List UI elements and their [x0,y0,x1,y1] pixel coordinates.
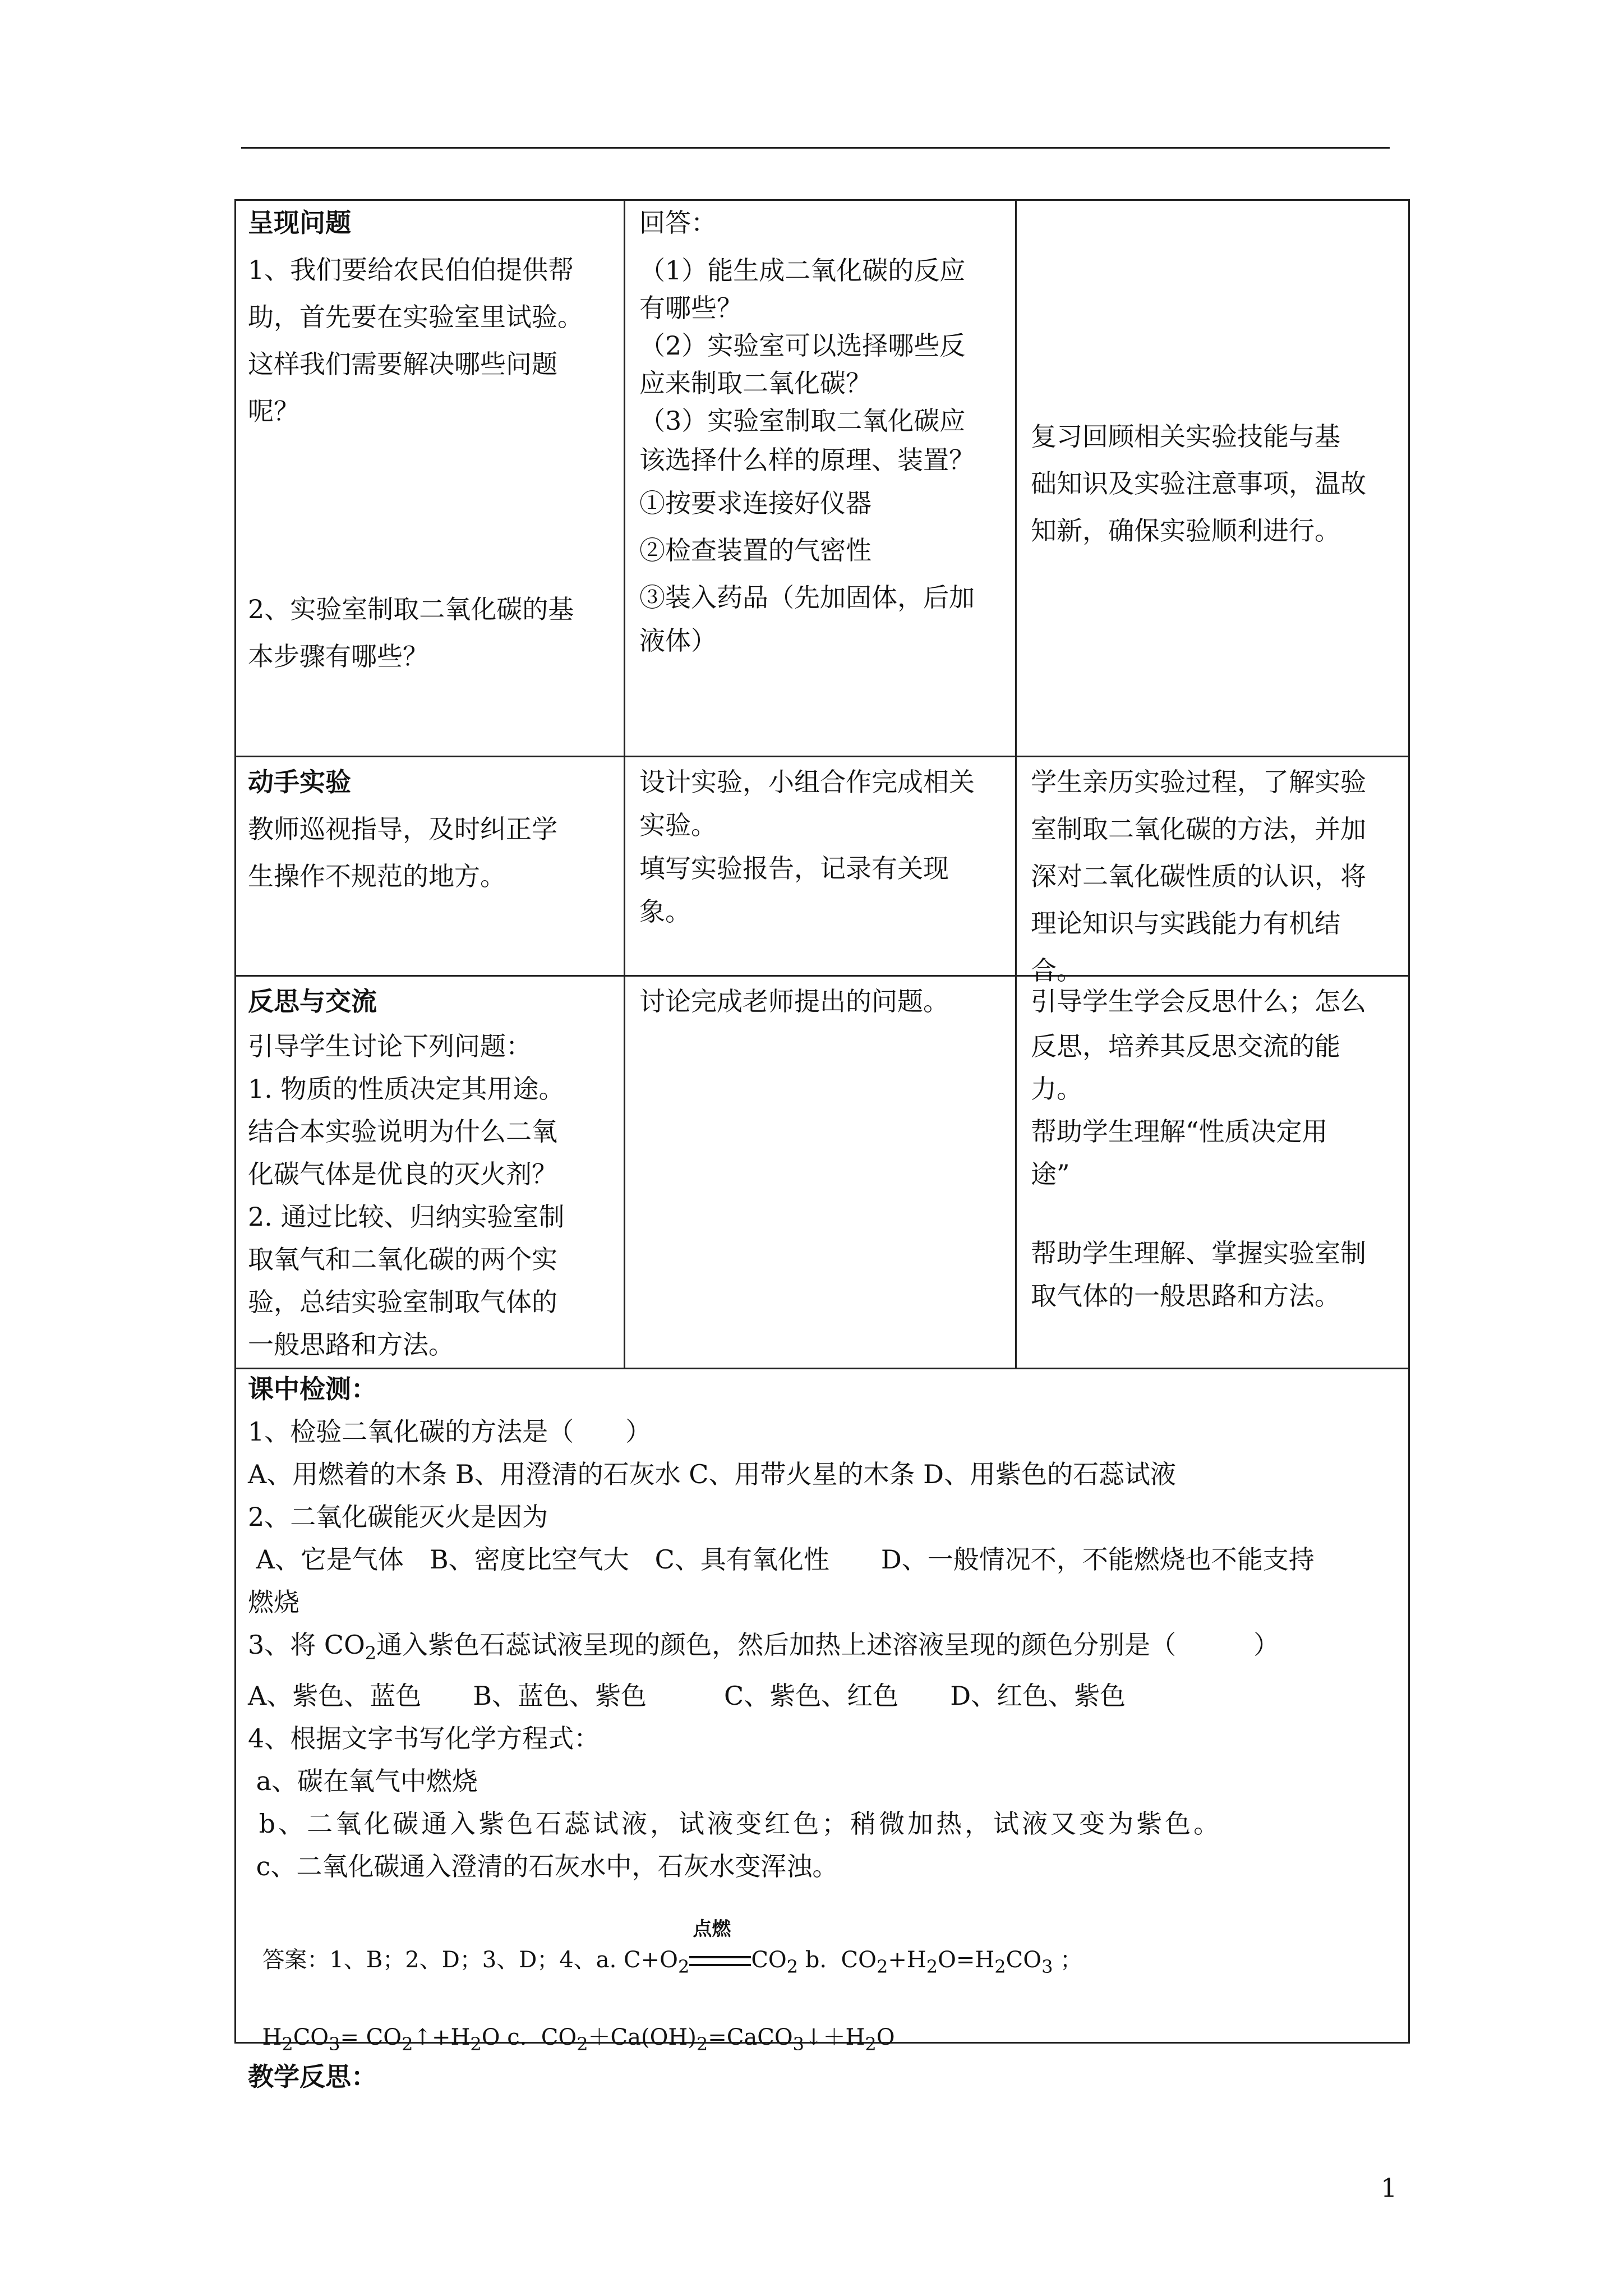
row3-col2 [639,978,1009,1025]
row1-col3 [1031,413,1401,554]
check-section [248,1368,1403,1888]
row2-col1-line: 教师巡视指导，及时纠正学 [248,814,557,844]
answer-text: = CO [340,2024,402,2050]
answer-text: ＋Ca(OH) [588,2024,697,2050]
row2-col2 [639,758,1009,931]
row1-col1-question2 [248,586,612,680]
row3-col1-line: 验，总结实验室制取气体的 [248,1287,557,1317]
question-3-options: A、紫色、蓝色 B、蓝色、紫色 C、紫色、红色 D、红色、紫色 [248,1681,1126,1711]
answer-text: CO [293,2024,329,2050]
row1-col1-line: 1、我们要给农民伯伯提供帮 [248,255,574,285]
answer-sub: 2 [994,1956,1006,1977]
question-2: 2、二氧化碳能灭火是因为 [248,1502,548,1532]
answer-text: O=H [938,1947,995,1973]
row3-col1-line: 结合本实验说明为什么二氧 [248,1116,557,1147]
answer-sub: 2 [696,2033,708,2055]
row1-heading: 呈现问题 [248,208,351,238]
question-3 [248,1623,1403,1674]
row3-col3-line: 力。 [1031,1074,1082,1104]
row3-col3-line: 引导学生学会反思什么；怎么 [1031,986,1366,1016]
answer-text: ； [1053,1947,1083,1973]
header-rule [241,147,1390,149]
row1-col2-line: 该选择什么样的原理、装置？ [639,445,975,475]
row1-col1-line: 呢？ [248,396,299,426]
row3-col3-note2 [1031,1232,1401,1317]
question-2-options: A、它是气体 B、密度比空气大 C、具有氧化性 D、一般情况不，不能燃烧也不能支持 [248,1544,1315,1575]
row1-col2-line: ②检查装置的气密性 [639,535,872,565]
answer-sub: 3 [1041,1956,1053,1977]
row1-col1-line: 助，首先要在实验室里试验。 [248,302,583,332]
answer-text: ↑+H [413,2024,471,2050]
q3-text: 通入紫色石蕊试液呈现的颜色，然后加热上述溶液呈现的颜色分别是（ ） [376,1630,1280,1660]
row3-col1-line: 一般思路和方法。 [248,1329,454,1360]
row3-col1-line: 2. 通过比较、归纳实验室制 [248,1202,565,1232]
question-1-options: A、用燃着的木条 B、用澄清的石灰水 C、用带火星的木条 D、用紫色的石蕊试液 [248,1459,1176,1489]
answer-sub: 2 [926,1956,938,1977]
answer-sub: 2 [786,1956,799,1977]
row3-col2-line: 讨论完成老师提出的问题。 [639,986,949,1016]
row3-col3 [1031,978,1401,1195]
row3-col3-line: 帮助学生理解“性质决定用 [1031,1116,1328,1147]
check-heading: 课中检测： [248,1374,377,1404]
row-divider-1 [234,756,1410,757]
row1-col3-line: 复习回顾相关实验技能与基 [1031,421,1340,452]
row2-col1-line: 生操作不规范的地方。 [248,861,506,891]
row3-col1-line: 1. 物质的性质决定其用途。 [248,1074,565,1104]
row1-col2-line: （3）实验室制取二氧化碳应 [639,406,966,436]
answer-text: b. CO [798,1947,877,1973]
row1-col2-line: （2）实验室可以选择哪些反 [639,330,966,361]
answer-sub: 2 [577,2033,588,2055]
answer-line-2 [248,1967,1403,2068]
answer-sub: 3 [792,2033,804,2055]
column-divider-1 [624,199,625,1368]
answer-sub: 2 [677,1956,690,1977]
row3-col1-line: 化碳气体是优良的灭火剂？ [248,1159,557,1189]
question-4b: b、二氧化碳通入紫色石蕊试液，试液变红色；稍微加热，试液又变为紫色。 [248,1809,1223,1839]
page-number: 1 [1381,2173,1398,2203]
row3-col1 [248,978,612,1366]
answer-sub: 2 [865,2033,877,2055]
row3-col3-line: 反思，培养其反思交流的能 [1031,1031,1340,1061]
row1-col1 [248,199,612,435]
answer-text: ↓＋H [804,2024,865,2050]
answer-text: O c. CO [481,2024,577,2050]
row1-col2-line: （1）能生成二氧化碳的反应 [639,255,966,286]
answer-text: CO [751,1947,787,1973]
row1-col1-line: 这样我们需要解决哪些问题 [248,349,557,379]
row2-col2-line: 填写实验报告，记录有关现 [639,853,949,884]
answer-sub: 2 [470,2033,482,2055]
row2-col3-line: 理论知识与实践能力有机结 [1031,908,1340,938]
answer-text: 答案：1、B；2、D；3、D；4、a. C+O [262,1947,678,1973]
row3-heading: 反思与交流 [248,986,377,1016]
row2-col3-line: 学生亲历实验过程，了解实验 [1031,767,1366,797]
teaching-reflection-title: 教学反思： [248,2062,377,2092]
row2-col3-line: 室制取二氧化碳的方法，并加 [1031,814,1366,844]
row2-col2-line: 设计实验，小组合作完成相关 [639,767,975,797]
row3-col1-line: 引导学生讨论下列问题： [248,1031,532,1061]
row2-col3-line: 合。 [1031,955,1082,986]
reaction-condition: 点燃 [693,1918,731,1940]
question-4c: c、二氧化碳通入澄清的石灰水中，石灰水变浑浊。 [248,1851,838,1881]
row3-col3-line: 途” [1031,1159,1070,1189]
row3-col3-line: 取气体的一般思路和方法。 [1031,1281,1340,1311]
question-4a: a、碳在氧气中燃烧 [248,1766,478,1796]
row3-col3-line: 帮助学生理解、掌握实验室制 [1031,1238,1366,1268]
answer-text: O [876,2024,895,2050]
row1-col2-line: 应来制取二氧化碳？ [639,368,872,398]
q3-sub: 2 [365,1642,377,1664]
answer-text: =CaCO [708,2024,793,2050]
row1-col2-line: 回答： [639,208,717,238]
question-2-options-cont: 燃烧 [248,1587,299,1617]
answer-text: H [262,2024,282,2050]
row2-heading: 动手实验 [248,767,351,797]
row1-col2-line: 有哪些？ [639,293,743,323]
row2-col2-line: 实验。 [639,810,717,840]
answer-text: +H [888,1947,926,1973]
row1-col3-line: 知新，确保实验顺利进行。 [1031,516,1340,546]
answer-sub: 2 [876,1956,888,1977]
row2-col2-line: 象。 [639,896,691,927]
question-1: 1、检验二氧化碳的方法是（ ） [248,1416,652,1447]
row1-col1-line: 2、实验室制取二氧化碳的基 [248,594,574,624]
row1-col2-line: 液体） [639,625,717,656]
row2-col3-line: 深对二氧化碳性质的认识，将 [1031,861,1366,891]
row3-col1-line: 取氧气和二氧化碳的两个实 [248,1244,557,1274]
answer-sub: 2 [402,2033,413,2055]
q3-text: 3、将 CO [248,1630,365,1660]
question-4: 4、根据文字书写化学方程式： [248,1723,600,1754]
row1-col1-line: 本步骤有哪些？ [248,641,428,671]
row1-col2-line: ①按要求连接好仪器 [639,488,872,518]
row2-col1 [248,758,612,900]
row1-col2 [639,199,1009,660]
row2-col3 [1031,758,1401,994]
answer-sub: 2 [282,2033,293,2055]
answer-sub: 3 [329,2033,340,2055]
answer-text: CO [1006,1947,1042,1973]
row1-col2-line: ③装入药品（先加固体，后加 [639,582,975,613]
row1-col3-line: 础知识及实验注意事项，温故 [1031,468,1366,499]
column-divider-2 [1015,199,1017,1368]
